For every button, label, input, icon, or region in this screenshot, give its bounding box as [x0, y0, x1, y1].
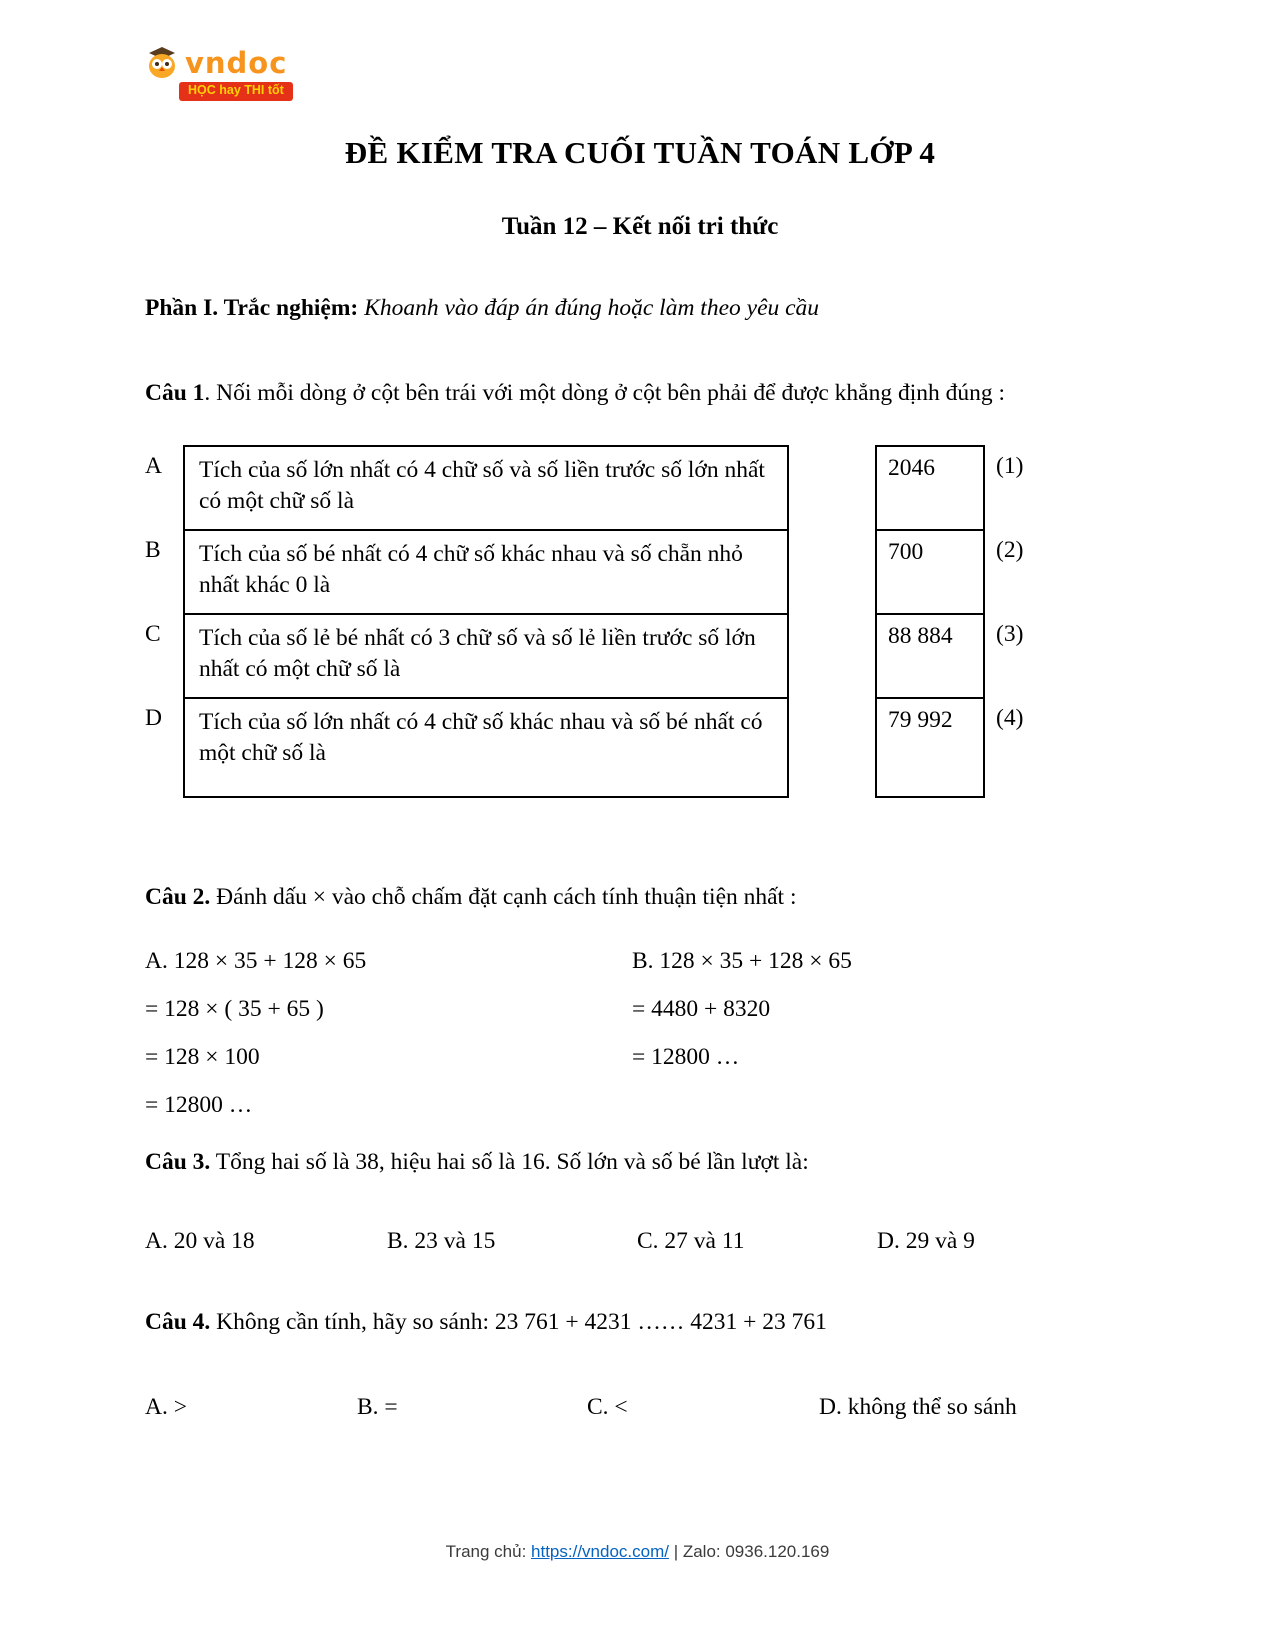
- q2-b-line3: = 12800 …: [632, 1043, 740, 1070]
- q1-answer-numbers: [996, 445, 1056, 794]
- q4-option-c: C. <: [587, 1393, 628, 1420]
- q1-letter-a: A: [145, 452, 162, 479]
- q2-option-a: [145, 937, 632, 1129]
- question-1-text: Câu 1. Nối mỗi dòng ở cột bên trái với một dòng ở cột bên phải để được khẳng định đúng :: [145, 379, 1006, 406]
- q2-work-columns: [145, 937, 1135, 1129]
- q1-answer-label-2: (2): [996, 536, 1024, 563]
- q1-matching-table: [145, 445, 1135, 798]
- page-subtitle: Tuần 12 – Kết nối tri thức: [501, 212, 779, 240]
- page-footer: [0, 1542, 1275, 1562]
- q1-answer-3: 88 884: [877, 615, 983, 699]
- q2-a-line3: = 128 × 100: [145, 1043, 260, 1070]
- q1-letter-d: D: [145, 704, 162, 731]
- logo-brand-text: vndoc: [185, 45, 288, 80]
- q1-answer-4: 79 992: [888, 706, 953, 733]
- q2-a-line4: = 12800 …: [145, 1091, 253, 1118]
- q3-option-b: B. 23 và 15: [387, 1227, 496, 1254]
- q1-answer-1: 2046: [877, 447, 983, 531]
- q4-options: [145, 1394, 1135, 1421]
- q1-letter-b: B: [145, 536, 161, 563]
- q2-a-line2: = 128 × ( 35 + 65 ): [145, 995, 324, 1022]
- q3-option-c: C. 27 và 11: [637, 1227, 745, 1254]
- q1-row-letters: [145, 445, 183, 794]
- page-title: ĐỀ KIỂM TRA CUỐI TUẦN TOÁN LỚP 4: [344, 134, 936, 170]
- q1-statements-box: [183, 445, 789, 798]
- q4-option-a: A. >: [145, 1393, 187, 1420]
- q4-option-d: D. không thể so sánh: [819, 1393, 1017, 1420]
- q3-option-d: D. 29 và 9: [877, 1227, 975, 1254]
- q2-option-b: [632, 937, 1119, 1129]
- part1-label: Phần I. Trắc nghiệm:: [145, 294, 359, 321]
- logo-tagline: HỌC hay THI tốt: [179, 82, 293, 101]
- q1-statement-c: Tích của số lẻ bé nhất có 3 chữ số và số lẻ liền trước số lớn nhất có một chữ số là: [185, 615, 787, 699]
- footer-home-link[interactable]: https://vndoc.com/: [531, 1542, 669, 1561]
- q3-option-a: A. 20 và 18: [145, 1227, 255, 1254]
- q1-answer-label-4: (4): [996, 704, 1024, 731]
- footer-suffix: | Zalo: 0936.120.169: [668, 1542, 830, 1561]
- q2-a-line1: A. 128 × 35 + 128 × 65: [145, 947, 367, 974]
- part1-heading: [145, 285, 1135, 332]
- q1-answer-label-1: (1): [996, 452, 1024, 479]
- question-4-text: Câu 4. Không cần tính, hãy so sánh: 23 761 + 4231 …… 4231 + 23 761: [145, 1308, 827, 1335]
- q1-statement-b: Tích của số bé nhất có 4 chữ số khác nhau và số chẵn nhỏ nhất khác 0 là: [185, 531, 787, 615]
- q1-statement-a: Tích của số lớn nhất có 4 chữ số và số liền trước số lớn nhất có một chữ số là: [185, 447, 787, 531]
- q2-b-line1: B. 128 × 35 + 128 × 65: [632, 947, 852, 974]
- vndoc-logo: [145, 46, 293, 101]
- q3-options: [145, 1228, 1135, 1255]
- q1-answer-2: 700: [877, 531, 983, 615]
- question-2-text: Câu 2. Đánh dấu × vào chỗ chấm đặt cạnh cách tính thuận tiện nhất :: [145, 883, 797, 910]
- q1-answer-label-3: (3): [996, 620, 1024, 647]
- q1-statement-d: Tích của số lớn nhất có 4 chữ số khác nhau và số bé nhất có một chữ số là: [199, 708, 763, 766]
- q4-option-b: B. =: [357, 1393, 398, 1420]
- q1-letter-c: C: [145, 620, 161, 647]
- footer-prefix: Trang chủ:: [445, 1542, 532, 1561]
- question-3-text: Câu 3. Tổng hai số là 38, hiệu hai số là 16. Số lớn và số bé lần lượt là:: [145, 1148, 809, 1175]
- q1-answers-box: [875, 445, 985, 798]
- owl-mascot-icon: [145, 46, 179, 80]
- q2-b-line2: = 4480 + 8320: [632, 995, 771, 1022]
- part1-instruction: Khoanh vào đáp án đúng hoặc làm theo yêu cầu: [358, 294, 820, 321]
